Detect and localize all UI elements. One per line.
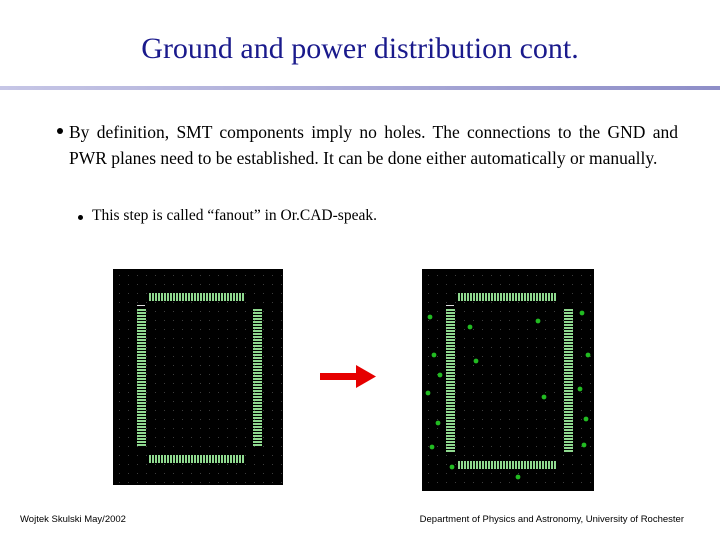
pcb-after-fanout-image [422,269,594,491]
slide-title: Ground and power distribution cont. [141,32,579,65]
right-arrow-icon [320,362,378,392]
sub-bullet-dot-icon [78,215,83,220]
footer-author: Wojtek Skulski May/2002 [20,514,126,525]
footer-department: Department of Physics and Astronomy, University of Rochester [419,514,684,525]
bullet-dot-icon [57,128,63,134]
bullet-text-1: By definition, SMT components imply no holes. The connections to the GND and PWR planes need to be established. It can be done either automatically or manually. [69,122,678,168]
title-divider [0,86,720,90]
bullet-text-2: This step is called “fanout” in Or.CAD-speak. [92,207,377,224]
pcb-before-fanout-image [113,269,283,485]
